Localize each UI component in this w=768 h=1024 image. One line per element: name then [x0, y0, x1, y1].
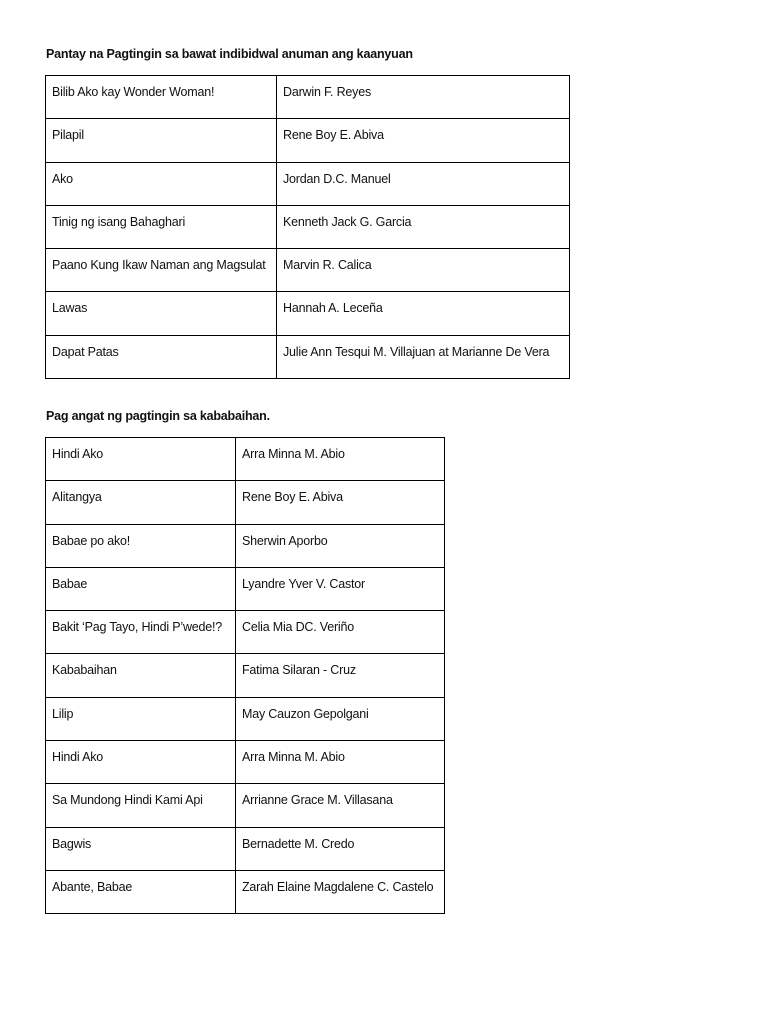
title-cell: Kababaihan: [46, 654, 236, 697]
author-cell: Rene Boy E. Abiva: [277, 119, 570, 162]
title-cell: Dapat Patas: [46, 335, 277, 378]
title-cell: Pilapil: [46, 119, 277, 162]
section-1-heading: Pantay na Pagtingin sa bawat indibidwal anuman ang kaanyuan: [46, 47, 413, 61]
table-row: [46, 292, 570, 335]
table-row: [46, 697, 445, 740]
author-cell: Arra Minna M. Abio: [236, 438, 445, 481]
title-cell: Paano Kung Ikaw Naman ang Magsulat: [46, 249, 277, 292]
section-2-table: [45, 437, 445, 914]
author-cell: Celia Mia DC. Veriño: [236, 611, 445, 654]
author-cell: Arra Minna M. Abio: [236, 741, 445, 784]
table-row: [46, 119, 570, 162]
title-cell: Ako: [46, 162, 277, 205]
author-cell: May Cauzon Gepolgani: [236, 697, 445, 740]
table-row: [46, 481, 445, 524]
table-row: [46, 741, 445, 784]
table-row: [46, 611, 445, 654]
table-row: [46, 827, 445, 870]
author-cell: Sherwin Aporbo: [236, 524, 445, 567]
author-cell: Fatima Silaran - Cruz: [236, 654, 445, 697]
title-cell: Abante, Babae: [46, 870, 236, 913]
section-2-heading: Pag angat ng pagtingin sa kababaihan.: [46, 409, 270, 423]
table-row: [46, 870, 445, 913]
title-cell: Lilip: [46, 697, 236, 740]
author-cell: Kenneth Jack G. Garcia: [277, 205, 570, 248]
title-cell: Babae po ako!: [46, 524, 236, 567]
table-row: [46, 438, 445, 481]
table-row: [46, 784, 445, 827]
author-cell: Julie Ann Tesqui M. Villajuan at Marianne De Vera: [277, 335, 570, 378]
author-cell: Bernadette M. Credo: [236, 827, 445, 870]
title-cell: Alitangya: [46, 481, 236, 524]
section-1-table: [45, 75, 570, 379]
title-cell: Tinig ng isang Bahaghari: [46, 205, 277, 248]
table-row: [46, 654, 445, 697]
author-cell: Lyandre Yver V. Castor: [236, 567, 445, 610]
author-cell: Jordan D.C. Manuel: [277, 162, 570, 205]
author-cell: Marvin R. Calica: [277, 249, 570, 292]
table-row: [46, 205, 570, 248]
title-cell: Hindi Ako: [46, 741, 236, 784]
author-cell: Darwin F. Reyes: [277, 76, 570, 119]
title-cell: Bilib Ako kay Wonder Woman!: [46, 76, 277, 119]
author-cell: Hannah A. Leceña: [277, 292, 570, 335]
title-cell: Lawas: [46, 292, 277, 335]
table-row: [46, 567, 445, 610]
title-cell: Hindi Ako: [46, 438, 236, 481]
table-row: [46, 76, 570, 119]
author-cell: Zarah Elaine Magdalene C. Castelo: [236, 870, 445, 913]
table-row: [46, 249, 570, 292]
title-cell: Bagwis: [46, 827, 236, 870]
author-cell: Rene Boy E. Abiva: [236, 481, 445, 524]
table-row: [46, 335, 570, 378]
title-cell: Babae: [46, 567, 236, 610]
table-row: [46, 162, 570, 205]
title-cell: Sa Mundong Hindi Kami Api: [46, 784, 236, 827]
table-row: [46, 524, 445, 567]
title-cell: Bakit ‘Pag Tayo, Hindi P’wede!?: [46, 611, 236, 654]
author-cell: Arrianne Grace M. Villasana: [236, 784, 445, 827]
